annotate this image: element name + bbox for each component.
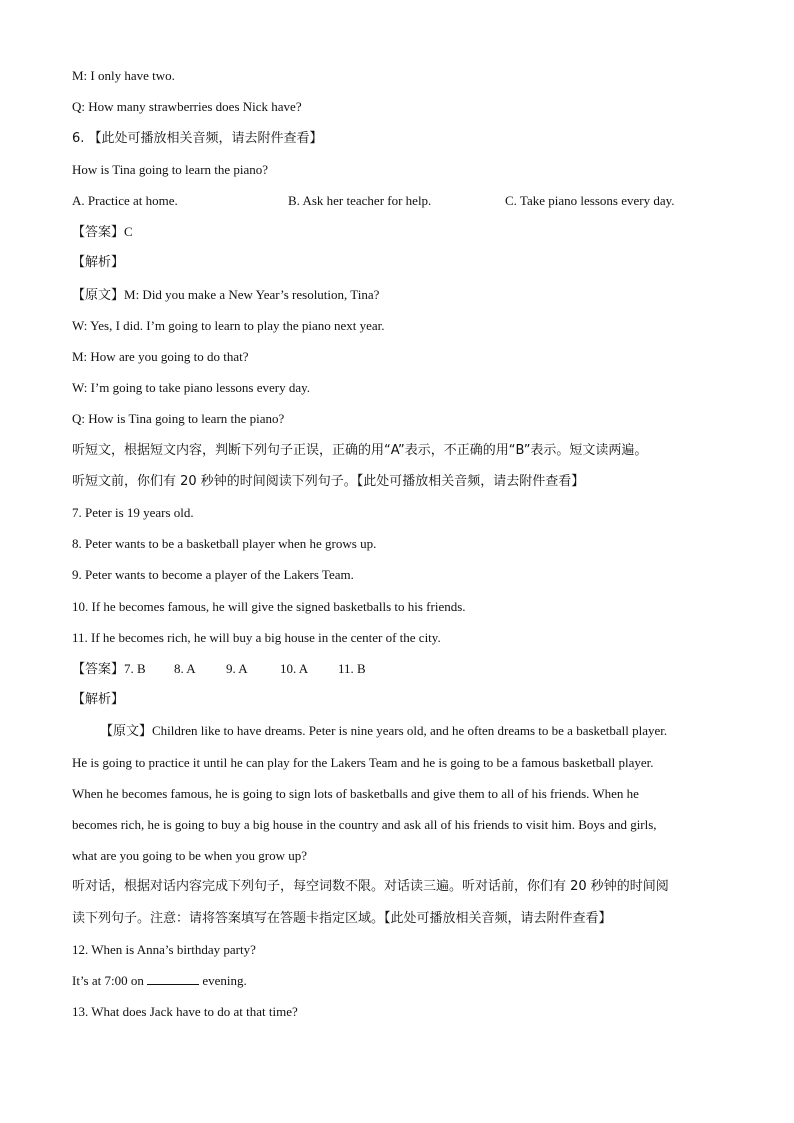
answer-tag: 【答案】: [72, 225, 125, 240]
analysis-heading: 【解析】: [72, 692, 125, 707]
answer-blank[interactable]: [147, 972, 199, 985]
answer-line-2: [72, 660, 366, 679]
option-b: B. Ask her teacher for help.: [288, 193, 432, 208]
answer-item: 8. A: [174, 661, 196, 676]
question-12-answer-line: [72, 972, 247, 990]
analysis-heading: 【解析】: [72, 255, 125, 270]
passage-line: He is going to practice it until he can play for the Lakers Team and he is going to be a famous basketball player.: [72, 755, 654, 770]
answer-line-1: [72, 223, 133, 242]
option-a: A. Practice at home.: [72, 193, 178, 208]
passage-line: becomes rich, he is going to buy a big house in the country and ask all of his friends to visit him. Boys and girls,: [72, 817, 657, 832]
statement-10: 10. If he becomes famous, he will give the signed basketballs to his friends.: [72, 599, 466, 614]
answer-item: 9. A: [226, 661, 248, 676]
passage-line: When he becomes famous, he is going to sign lots of basketballs and give them to all of his friends. When he: [72, 786, 639, 801]
question-12: 12. When is Anna’s birthday party?: [72, 942, 256, 957]
instruction-line: 听短文，根据短文内容，判断下列句子正误，正确的用“A”表示，不正确的用“B”表示。短文读两遍。: [72, 443, 648, 458]
instruction-line: 读下列句子。注意：请将答案填写在答题卡指定区域。【此处可播放相关音频，请去附件查看】: [72, 911, 612, 926]
answer-item: 10. A: [280, 661, 309, 676]
statement-11: 11. If he becomes rich, he will buy a big house in the center of the city.: [72, 630, 441, 645]
passage-text: Children like to have dreams. Peter is nine years old, and he often dreams to be a basketball player.: [152, 723, 668, 738]
question-13: 13. What does Jack have to do at that time?: [72, 1004, 298, 1019]
statement-7: 7. Peter is 19 years old.: [72, 505, 194, 520]
question-6-text: How is Tina going to learn the piano?: [72, 162, 269, 177]
instruction-line: 听短文前，你们有 20 秒钟的时间阅读下列句子。【此处可播放相关音频，请去附件查看】: [72, 474, 585, 489]
instruction-line: 听对话，根据对话内容完成下列句子，每空词数不限。对话读三遍。听对话前，你们有 20 秒钟的时间阅: [72, 879, 669, 894]
answer-item: 11. B: [338, 661, 366, 676]
dialogue-line: M: How are you going to do that?: [72, 349, 249, 364]
original-tag: 【原文】: [100, 724, 153, 739]
question-6-heading: 6. 【此处可播放相关音频，请去附件查看】: [72, 131, 323, 146]
question-line: Q: How is Tina going to learn the piano?: [72, 411, 285, 426]
answer-prefix: It’s at 7:00 on: [72, 973, 144, 988]
option-c: C. Take piano lessons every day.: [505, 193, 675, 208]
answer-suffix: evening.: [202, 973, 247, 988]
original-text-line: [72, 286, 379, 305]
answer-tag: 【答案】: [72, 662, 125, 677]
passage-line: [100, 722, 667, 741]
original-tag: 【原文】: [72, 288, 125, 303]
dialogue-line: W: I’m going to take piano lessons every day.: [72, 380, 311, 395]
statement-8: 8. Peter wants to be a basketball player when he grows up.: [72, 536, 377, 551]
answer-value: C: [124, 224, 133, 239]
dialogue-line: W: Yes, I did. I’m going to learn to play the piano next year.: [72, 318, 385, 333]
original-text: M: Did you make a New Year’s resolution, Tina?: [124, 287, 380, 302]
passage-line: what are you going to be when you grow up?: [72, 848, 308, 863]
statement-9: 9. Peter wants to become a player of the Lakers Team.: [72, 567, 354, 582]
dialogue-line: M: I only have two.: [72, 68, 175, 83]
answer-item: 7. B: [124, 661, 146, 676]
question-line: Q: How many strawberries does Nick have?: [72, 99, 302, 114]
